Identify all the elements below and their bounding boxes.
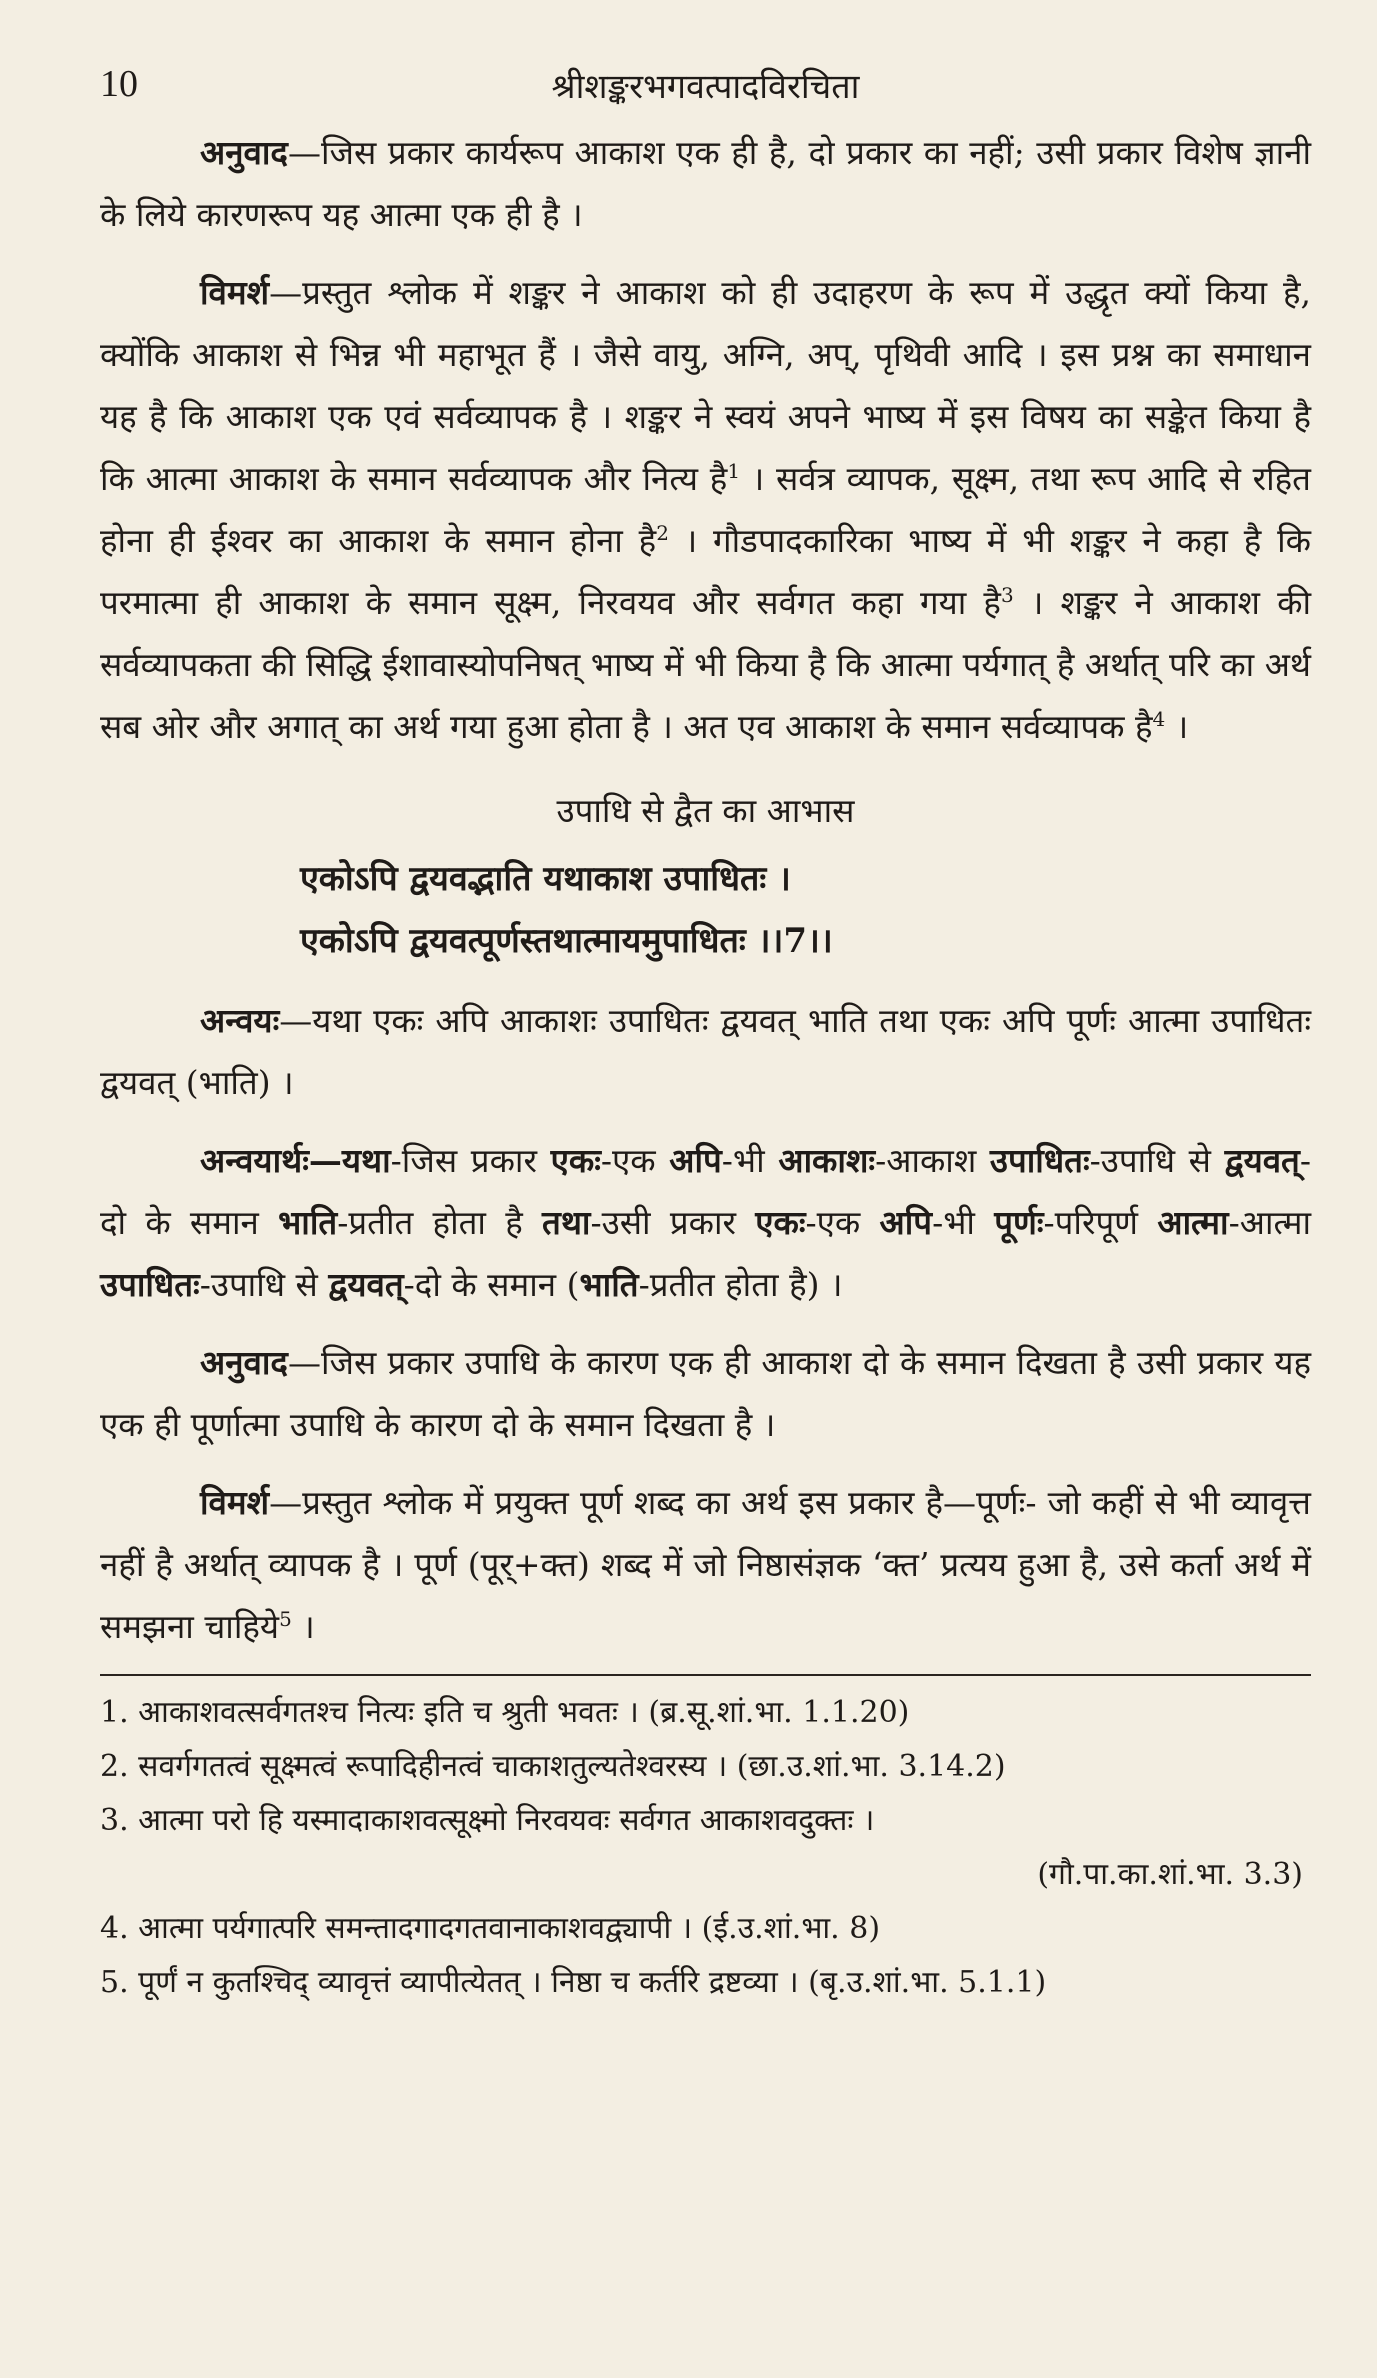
- anvayartha-paragraph: [100, 1130, 1311, 1316]
- gloss-word: एकः: [550, 1141, 601, 1180]
- section-heading: उपाधि से द्वैत का आभास: [556, 791, 855, 830]
- commentary-text: । गौडपादकारिका भाष्य में भी शङ्कर ने कहा है कि परमात्मा ही आकाश के समान सूक्ष्म, निरवयव और सर्वगत कहा गया है: [100, 521, 1311, 622]
- gloss-meaning: -उसी प्रकार: [590, 1203, 756, 1242]
- gloss-meaning: -भी: [721, 1141, 779, 1180]
- gloss-meaning: -एक: [805, 1203, 880, 1242]
- gloss-meaning: -उपाधि से: [1089, 1141, 1225, 1180]
- gloss-word: द्वयवत्: [328, 1265, 404, 1304]
- label-anvaya: अन्वयः: [200, 1001, 280, 1040]
- anvaya-paragraph: [100, 990, 1311, 1114]
- label-anuvad: अनुवाद: [200, 133, 288, 172]
- running-head: [100, 62, 1311, 122]
- commentary-text-2: —प्रस्तुत श्लोक में प्रयुक्त पूर्ण शब्द का अर्थ इस प्रकार है—पूर्णः- जो कहीं से भी व्यावृत्त नहीं है अर्थात् व्यापक है । पूर्ण (पूर्+क्त) शब्द में जो निष्ठासंज्ञक ‘क्त’ प्रत्यय हुआ है, उसे कर्ता अर्थ में समझना चाहिये: [100, 1483, 1311, 1646]
- gloss-word: तथा: [542, 1203, 591, 1242]
- gloss-meaning: -दो के समान: [100, 1141, 1312, 1242]
- gloss-word: आत्मा: [1157, 1203, 1229, 1242]
- footnote-3: 3. आत्मा परो हि यस्मादाकाशवत्सूक्ष्मो निरवयवः सर्वगत आकाशवदुक्तः ।: [100, 1803, 875, 1838]
- translation-text-1: —जिस प्रकार कार्यरूप आकाश एक ही है, दो प्रकार का नहीं; उसी प्रकार विशेष ज्ञानी के लिये कारणरूप यह आत्मा एक ही है ।: [100, 133, 1311, 234]
- verse-block: [100, 848, 1311, 972]
- gloss-meaning: -आत्मा: [1228, 1203, 1312, 1242]
- gloss-word: उपाधितः: [100, 1265, 200, 1304]
- footnote-1: 1. आकाशवत्सर्वगतश्च नित्यः इति च श्रुती भवतः । (ब्र.सू.शां.भा. 1.1.20): [100, 1695, 910, 1730]
- footnote-ref-4: 4: [1152, 707, 1166, 731]
- gloss-word: भाति: [579, 1265, 639, 1304]
- gloss-meaning: -प्रतीत होता है: [337, 1203, 543, 1242]
- translation-paragraph-2: [100, 1332, 1311, 1456]
- commentary-text: । शङ्कर ने आकाश की सर्वव्यापकता की सिद्धि ईशावास्योपनिषत् भाष्य में भी किया है कि आत्मा पर्यगात् है अर्थात् परि का अर्थ सब ओर और अगात् का अर्थ गया हुआ होता है । अत एव आकाश के समान सर्वव्यापक है: [100, 583, 1311, 746]
- footnote-2: 2. सवर्गगतत्वं सूक्ष्मत्वं रूपादिहीनत्वं चाकाशतुल्यतेश्वरस्य । (छा.उ.शां.भा. 3.14.2): [100, 1749, 1006, 1784]
- gloss-word: द्वयवत्: [1224, 1141, 1300, 1180]
- footnote-ref-2: 2: [656, 521, 669, 545]
- footnote-4: 4. आत्मा पर्यगात्परि समन्तादगादगतवानाकाशवद्व्यापी । (ई.उ.शां.भा. 8): [100, 1911, 881, 1946]
- gloss-word: अपि: [879, 1203, 933, 1242]
- gloss-meaning: -आकाश: [875, 1141, 990, 1180]
- gloss-meaning: -उपाधि से: [199, 1265, 329, 1304]
- gloss-word: अपि: [669, 1141, 722, 1180]
- verse-line-2: एकोऽपि द्वयवत्पूर्णस्तथात्मायमुपाधितः ।।7।।: [300, 921, 833, 961]
- footnotes: [100, 1686, 1311, 2010]
- gloss-word: भाति: [278, 1203, 338, 1242]
- footnote-ref-5: 5: [279, 1607, 292, 1631]
- commentary-text: —प्रस्तुत श्लोक में शङ्कर ने आकाश को ही उदाहरण के रूप में उद्धृत क्यों किया है, क्योंकि आकाश से भिन्न भी महाभूत हैं । जैसे वायु, अग्नि, अप्, पृथिवी आदि । इस प्रश्न का समाधान यह है कि आकाश एक एवं सर्वव्यापक है । शङ्कर ने स्वयं अपने भाष्य में इस विषय का सङ्केत किया है कि आत्मा आकाश के समान सर्वव्यापक और नित्य है: [100, 273, 1311, 498]
- gloss-word: अन्वयार्थः—यथा: [200, 1141, 391, 1180]
- commentary-text: ।: [291, 1607, 315, 1646]
- label-anuvad: अनुवाद: [200, 1343, 288, 1382]
- label-vimarsh: विमर्श: [200, 1483, 270, 1522]
- anvaya-text: —यथा एकः अपि आकाशः उपाधितः द्वयवत् भाति तथा एकः अपि पूर्णः आत्मा उपाधितः द्वयवत् (भाति) ।: [100, 1001, 1311, 1102]
- gloss-word: उपाधितः: [989, 1141, 1090, 1180]
- footnote-divider: [100, 1674, 1311, 1676]
- gloss-word: पूर्णः: [994, 1203, 1044, 1242]
- gloss-meaning: -प्रतीत होता है) ।: [638, 1265, 843, 1304]
- gloss-word: एकः: [755, 1203, 806, 1242]
- label-vimarsh: विमर्श: [200, 273, 270, 312]
- verse-line-1: एकोऽपि द्वयवद्भाति यथाकाश उपाधितः ।: [300, 859, 791, 899]
- commentary-paragraph-2: [100, 1472, 1311, 1658]
- gloss-meaning: -परिपूर्ण: [1043, 1203, 1158, 1242]
- gloss-meaning: -भी: [932, 1203, 995, 1242]
- gloss-word: आकाशः: [778, 1141, 876, 1180]
- translation-text-2: —जिस प्रकार उपाधि के कारण एक ही आकाश दो के समान दिखता है उसी प्रकार यह एक ही पूर्णात्मा उपाधि के कारण दो के समान दिखता है ।: [100, 1343, 1311, 1444]
- gloss-meaning: -एक: [600, 1141, 670, 1180]
- gloss-meaning: -जिस प्रकार: [390, 1141, 551, 1180]
- commentary-paragraph-1: [100, 262, 1311, 758]
- page-number: 10: [100, 63, 138, 105]
- footnote-5: 5. पूर्णं न कुतश्चिद् व्यावृत्तं व्यापीत्येतत् । निष्ठा च कर्तरि द्रष्टव्या । (बृ.उ.शां.भा. 5.1.1): [100, 1965, 1047, 2000]
- translation-paragraph-1: [100, 122, 1311, 246]
- footnote-3-reference: (गौ.पा.का.शां.भा. 3.3): [1037, 1857, 1303, 1892]
- commentary-text: । सर्वत्र व्यापक, सूक्ष्म, तथा रूप आदि से रहित होना ही ईश्वर का आकाश के समान होना है: [100, 459, 1311, 560]
- commentary-text: ।: [1165, 707, 1189, 746]
- gloss-meaning: -दो के समान (: [403, 1265, 580, 1304]
- header-title: श्रीशङ्करभगवत्पादविरचिता: [551, 67, 860, 107]
- footnote-ref-1: 1: [727, 459, 741, 483]
- footnote-ref-3: 3: [1000, 583, 1014, 607]
